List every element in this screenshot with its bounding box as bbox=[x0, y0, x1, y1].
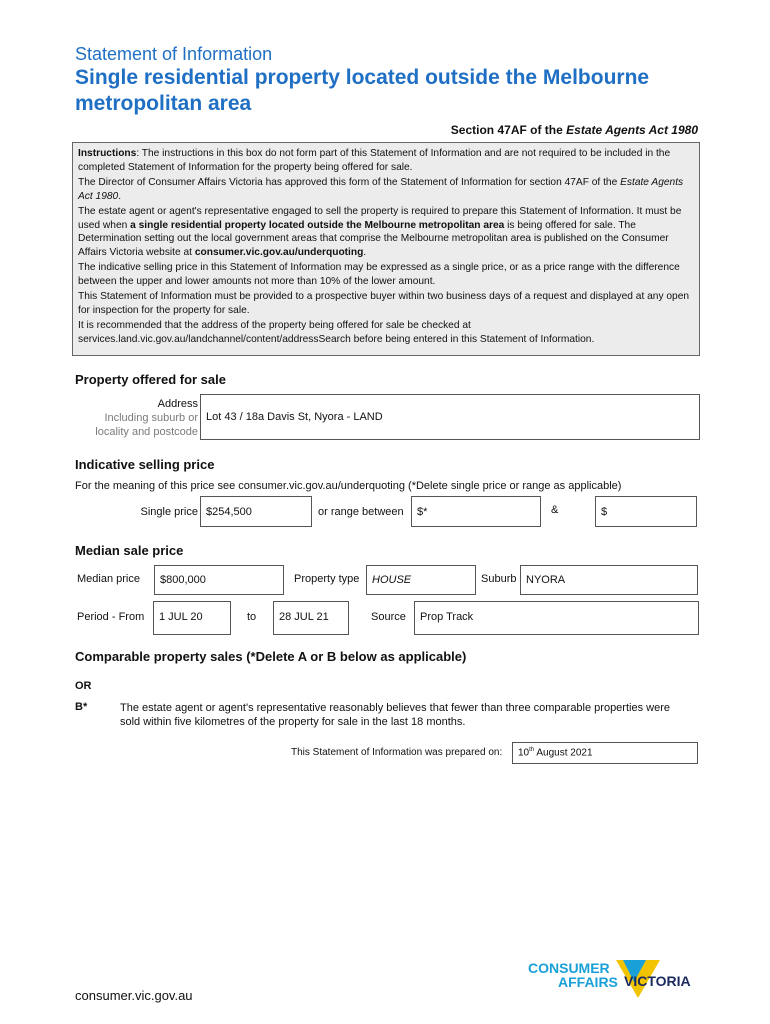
selling-price-intro: For the meaning of this price see consumer.vic.gov.au/underquoting (*Delete single price or range as applicable) bbox=[75, 480, 622, 492]
instructions-para-3-bold: a single residential property located outside the Melbourne metropolitan area bbox=[130, 219, 505, 231]
comparable-heading: Comparable property sales (*Delete A or B below as applicable) bbox=[75, 649, 467, 664]
instructions-para-3-a: The estate agent or agent's representative engaged to sell the property is required to prepare this Statement of Information. It must be used when bbox=[78, 206, 682, 231]
page-title: Single residential property located outside the Melbourne metropolitan area bbox=[75, 66, 650, 115]
period-from-field[interactable]: 1 JUL 20 bbox=[153, 601, 231, 635]
instructions-para-3-b: is being offered for sale. The Determination setting out the local government areas that comprise the Melbourne metropolitan area is published on the Consumer Affairs Victoria website at bbox=[78, 219, 669, 258]
prepared-on-label: This Statement of Information was prepared on: bbox=[291, 747, 503, 758]
instructions-para-2-text: The Director of Consumer Affairs Victoria has approved this form of the Statement of Information for section 47AF of the bbox=[78, 177, 621, 188]
source-field[interactable]: Prop Track bbox=[414, 601, 699, 635]
instructions-para-4: The indicative selling price in this Statement of Information may be expressed as a single price, or as a price range with the difference between the upper and lower amounts not more than 10% of the lower amount. bbox=[78, 262, 680, 287]
logo-text-victoria: VICTORIA bbox=[624, 973, 691, 989]
median-price-label: Median price bbox=[77, 573, 140, 585]
suburb-label: Suburb bbox=[481, 573, 517, 585]
property-type-label: Property type bbox=[294, 573, 360, 585]
instructions-para-6: It is recommended that the address of the property being offered for sale be checked at services.land.vic.gov.au/landchannel/content/addressSearch before being entered in this Statement of Information. bbox=[78, 320, 595, 345]
selling-price-heading: Indicative selling price bbox=[75, 457, 215, 472]
instructions-para-3 bbox=[78, 205, 694, 259]
range-ampersand: & bbox=[551, 504, 559, 516]
instructions-para-1-text: : The instructions in this box do not form part of this Statement of Information and are not required to be included in the completed Statement of Information for the property being offered for sale. bbox=[78, 148, 671, 173]
section-reference bbox=[451, 123, 698, 137]
range-from-field[interactable]: $* bbox=[411, 496, 541, 527]
consumer-affairs-victoria-logo bbox=[528, 958, 703, 1000]
range-label: or range between bbox=[318, 506, 404, 518]
period-from-label: Period - From bbox=[77, 611, 145, 623]
period-to-field[interactable]: 28 JUL 21 bbox=[273, 601, 349, 635]
underquoting-link[interactable]: consumer.vic.gov.au/underquoting bbox=[194, 246, 364, 258]
footer-url[interactable]: consumer.vic.gov.au bbox=[75, 988, 193, 1003]
address-sublabel-1: Including suburb or bbox=[104, 412, 198, 424]
prepared-date-field[interactable] bbox=[512, 742, 698, 764]
logo-text-consumer: CONSUMER bbox=[528, 960, 610, 976]
period-to-label: to bbox=[247, 611, 257, 623]
instructions-para-5: This Statement of Information must be provided to a prospective buyer within two business days of a request and displayed at any open for inspection for the property for sale. bbox=[78, 291, 690, 316]
instructions-para-3-end: . bbox=[363, 246, 367, 258]
instructions-para-2-end: . bbox=[118, 190, 122, 202]
source-label: Source bbox=[371, 611, 406, 623]
option-b-text: The estate agent or agent's representative reasonably believes that fewer than three comparable properties were sold within five kilometres of the property for sale in the last 18 months. bbox=[120, 702, 670, 728]
option-b-label: B* bbox=[75, 701, 88, 713]
single-price-label: Single price bbox=[140, 506, 198, 518]
property-heading: Property offered for sale bbox=[75, 372, 226, 387]
prepared-suffix: th bbox=[529, 747, 535, 753]
single-price-field[interactable]: $254,500 bbox=[200, 496, 312, 527]
logo-mark-icon bbox=[528, 958, 703, 1000]
instructions-box bbox=[72, 142, 700, 356]
property-type-field[interactable]: HOUSE bbox=[366, 565, 476, 595]
instructions-para-1 bbox=[78, 147, 694, 174]
instructions-para-2 bbox=[78, 176, 694, 203]
or-label: OR bbox=[75, 680, 92, 692]
statement-label: Statement of Information bbox=[75, 44, 273, 64]
address-label-group bbox=[75, 397, 198, 439]
section-prefix: Section 47AF of the bbox=[450, 123, 567, 137]
address-sublabel-2: locality and postcode bbox=[95, 426, 198, 438]
median-price-field[interactable]: $800,000 bbox=[154, 565, 284, 595]
range-to-field[interactable]: $ bbox=[595, 496, 697, 527]
address-label: Address bbox=[157, 398, 198, 410]
logo-text-affairs: AFFAIRS bbox=[558, 974, 618, 990]
section-act: Estate Agents Act 1980 bbox=[566, 123, 698, 137]
instructions-para-2-act: Estate Agents Act 1980 bbox=[78, 177, 684, 202]
prepared-month-year: August 2021 bbox=[534, 747, 593, 759]
median-heading: Median sale price bbox=[75, 543, 184, 558]
address-field[interactable]: Lot 43 / 18a Davis St, Nyora - LAND bbox=[200, 394, 700, 440]
prepared-day: 10 bbox=[518, 747, 530, 759]
suburb-field[interactable]: NYORA bbox=[520, 565, 698, 595]
instructions-bold-label: Instructions bbox=[78, 148, 137, 159]
